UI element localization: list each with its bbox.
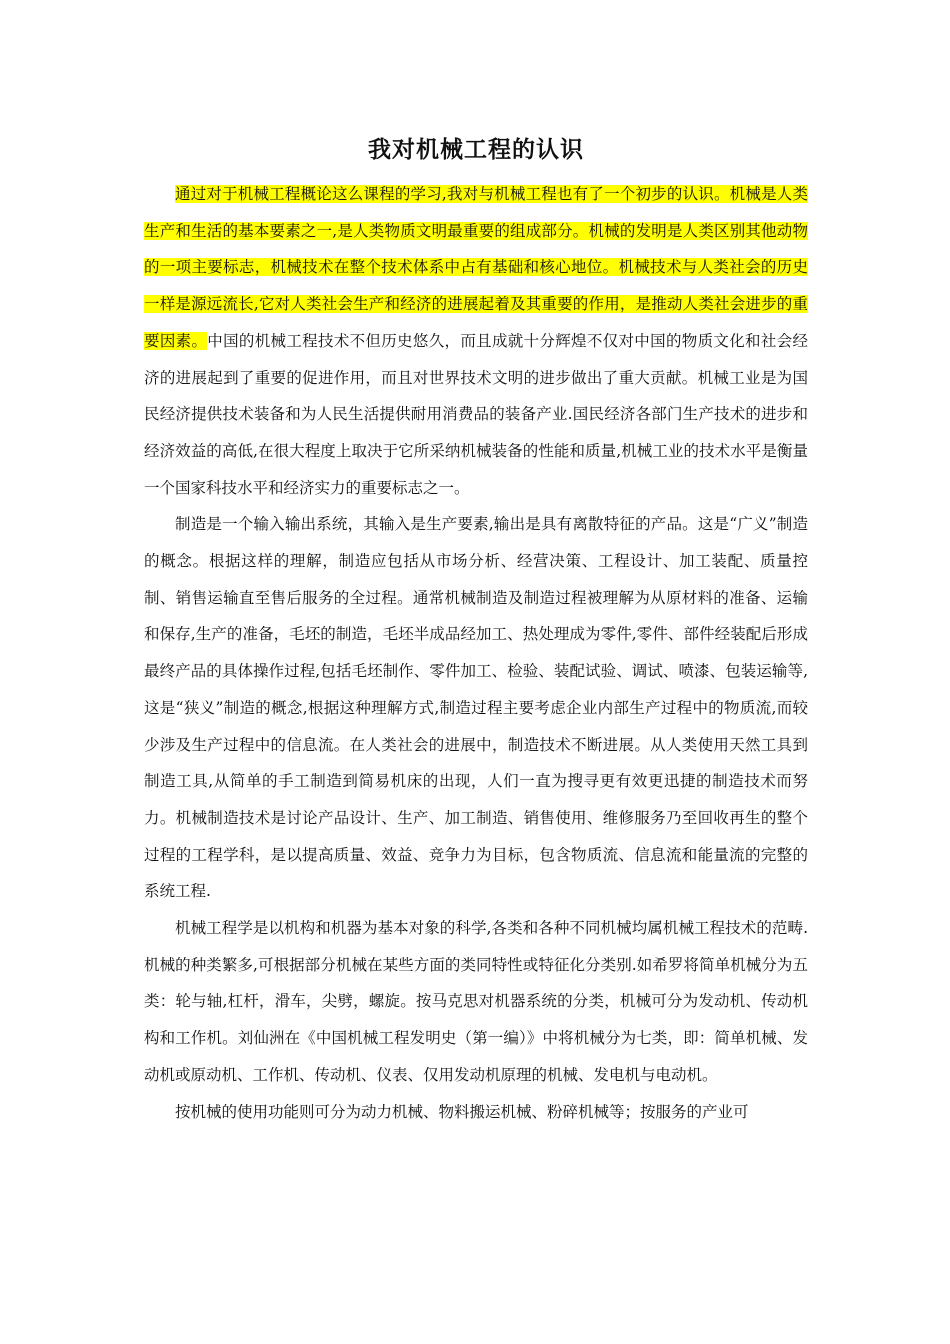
paragraph-3: 机械工程学是以机构和机器为基本对象的科学,各类和各种不同机械均属机械工程技术的范畴.机械的种类繁多,可根据部分机械在某些方面的类同特性或特征化分类别.如希罗将简单机械分为五类：轮与轴,杠杆，滑车，尖劈，螺旋。按马克思对机器系统的分类，机械可分为发动机、传动机构和工作机。刘仙洲在《中国机械工程发明史（第一编）》中将机械分为七类，即：简单机械、发动机或原动机、工作机、传动机、仪表、仅用发动机原理的机械、发电机与电动机。 — [144, 919, 808, 1084]
paragraph-2: 制造是一个输入输出系统，其输入是生产要素,输出是具有离散特征的产品。这是“广义”制造的概念。根据这样的理解，制造应包括从市场分析、经营决策、工程设计、加工装配、质量控制、销售运输直至售后服务的全过程。通常机械制造及制造过程被理解为从原材料的准备、运输和保存,生产的准备，毛坯的制造，毛坯半成品经加工、热处理成为零件,零件、部件经装配后形成最终产品的具体操作过程,包括毛坯制作、零件加工、检验、装配试验、调试、喷漆、包装运输等,这是“狭义”制造的概念,根据这种理解方式,制造过程主要考虑企业内部生产过程中的物质流,而较少涉及生产过程中的信息流。在人类社会的进展中，制造技术不断进展。从人类使用天然工具到制造工具,从简单的手工制造到简易机床的出现，人们一直为搜寻更有效更迅捷的制造技术而努力。机械制造技术是讨论产品设计、生产、加工制造、销售使用、维修服务乃至回收再生的整个过程的工程学科，是以提高质量、效益、竞争力为目标，包含物质流、信息流和能量流的完整的系统工程. — [144, 515, 808, 901]
paragraph-4: 按机械的使用功能则可分为动力机械、物料搬运机械、粉碎机械等；按服务的产业可 — [175, 1102, 749, 1121]
paragraph-1-text: 中国的机械工程技术不但历史悠久，而且成就十分辉煌不仅对中国的物质文化和社会经济的进展起到了重要的促进作用，而且对世界技术文明的进步做出了重大贡献。机械工业是为国民经济提供技术装备和为人民生活提供耐用消费品的装备产业.国民经济各部门生产技术的进步和经济效益的高低,在很大程度上取决于它所采纳机械装备的性能和质量,机械工业的技术水平是衡量一个国家科技水平和经济实力的重要标志之一。 — [144, 331, 808, 497]
document-title: 我对机械工程的认识 — [368, 136, 584, 163]
highlighted-text: 通过对于机械工程概论这么课程的学习,我对与机械工程也有了一个初步的认识。机械是人类生产和生活的基本要素之一,是人类物质文明最重要的组成部分。机械的发明是人类区别其他动物的一项主要标志，机械技术在整个技术体系中占有基础和核心地位。机械技术与人类社会的历史一样是源远流长,它对人类社会生产和经济的进展起着及其重要的作用，是推动人类社会进步的重要因素。 — [144, 185, 808, 350]
paragraph-1 — [144, 176, 808, 506]
document-page — [144, 128, 808, 1130]
